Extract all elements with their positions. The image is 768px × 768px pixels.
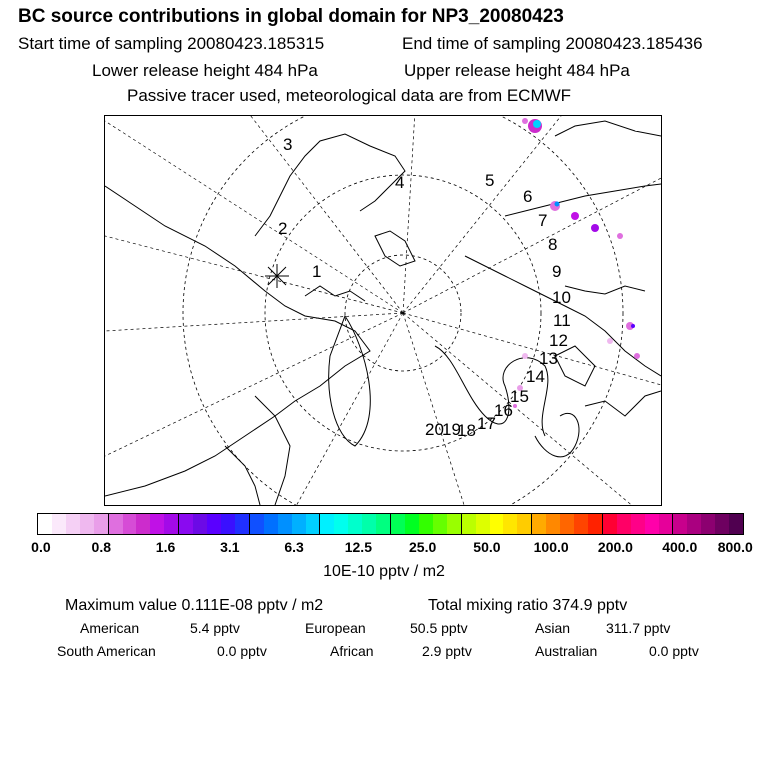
map-canvas bbox=[105, 116, 661, 505]
colorbar-swatch bbox=[490, 514, 504, 534]
colorbar-swatch bbox=[66, 514, 80, 534]
colorbar-swatch bbox=[476, 514, 490, 534]
traj-label-2: 2 bbox=[278, 219, 288, 238]
colorbar-swatch bbox=[80, 514, 94, 534]
lower-release-height: Lower release height 484 hPa bbox=[92, 61, 318, 80]
end-time: End time of sampling 20080423.185436 bbox=[402, 34, 703, 53]
colorbar-swatch bbox=[108, 514, 123, 534]
colorbar-swatch bbox=[94, 514, 108, 534]
colorbar-tick-label: 200.0 bbox=[597, 539, 633, 555]
colorbar-swatch bbox=[659, 514, 673, 534]
traj-label-6: 6 bbox=[523, 187, 533, 206]
colorbar-swatch bbox=[150, 514, 164, 534]
colorbar-swatch bbox=[588, 514, 602, 534]
colorbar-swatch bbox=[617, 514, 631, 534]
colorbar-swatch bbox=[123, 514, 137, 534]
plot-title: BC source contributions in global domain for NP3_20080423 bbox=[18, 6, 564, 27]
colorbar-swatch bbox=[319, 514, 334, 534]
traj-label-12: 12 bbox=[549, 331, 568, 350]
colorbar-swatch bbox=[687, 514, 701, 534]
colorbar-swatch bbox=[602, 514, 617, 534]
traj-label-9: 9 bbox=[552, 262, 562, 281]
european-label: European bbox=[305, 620, 366, 636]
total-mixing-ratio: Total mixing ratio 374.9 pptv bbox=[428, 597, 628, 614]
colorbar-tick-label: 800.0 bbox=[717, 539, 753, 555]
traj-label-5: 5 bbox=[485, 171, 495, 190]
colorbar-swatch bbox=[447, 514, 461, 534]
traj-label-11: 11 bbox=[553, 311, 571, 330]
colorbar-swatch bbox=[546, 514, 560, 534]
american-value: 5.4 pptv bbox=[190, 620, 240, 636]
colorbar-swatch bbox=[207, 514, 221, 534]
traj-label-18: 18 bbox=[457, 421, 476, 440]
colorbar-swatch bbox=[164, 514, 178, 534]
traj-label-7: 7 bbox=[538, 211, 548, 230]
traj-label-17: 17 bbox=[477, 414, 496, 433]
colorbar-swatch bbox=[531, 514, 546, 534]
colorbar-swatch bbox=[38, 514, 52, 534]
colorbar-swatch bbox=[221, 514, 235, 534]
south-american-value: 0.0 pptv bbox=[217, 643, 267, 659]
colorbar-swatch bbox=[292, 514, 306, 534]
traj-label-13: 13 bbox=[539, 349, 558, 368]
traj-label-15: 15 bbox=[510, 387, 529, 406]
traj-label-4: 4 bbox=[395, 173, 405, 192]
colorbar-swatch bbox=[390, 514, 405, 534]
colorbar-swatch bbox=[52, 514, 66, 534]
colorbar-swatch bbox=[348, 514, 362, 534]
colorbar-tick-label: 0.8 bbox=[91, 539, 111, 555]
african-label: African bbox=[330, 643, 374, 659]
colorbar-swatch bbox=[306, 514, 320, 534]
start-time: Start time of sampling 20080423.185315 bbox=[18, 34, 325, 53]
asian-label: Asian bbox=[535, 620, 571, 636]
colorbar-swatch bbox=[433, 514, 447, 534]
colorbar-tick-label: 1.6 bbox=[155, 539, 176, 555]
traj-label-3: 3 bbox=[283, 135, 293, 154]
american-label: American bbox=[80, 620, 140, 636]
asian-value: 311.7 pptv bbox=[606, 620, 671, 636]
star-cross-icon bbox=[265, 264, 289, 288]
colorbar-swatch bbox=[715, 514, 729, 534]
colorbar-swatch bbox=[645, 514, 659, 534]
colorbar-tick-label: 400.0 bbox=[662, 539, 698, 555]
traj-label-14: 14 bbox=[526, 367, 545, 386]
colorbar-swatch bbox=[136, 514, 150, 534]
australian-value: 0.0 pptv bbox=[649, 643, 699, 659]
colorbar-tick-label: 3.1 bbox=[220, 539, 240, 555]
polar-map bbox=[104, 115, 662, 506]
european-value: 50.5 pptv bbox=[410, 620, 468, 636]
colorbar-swatch bbox=[405, 514, 419, 534]
concentration-patches bbox=[513, 118, 640, 408]
colorbar-swatch bbox=[631, 514, 645, 534]
colorbar-swatch bbox=[278, 514, 292, 534]
colorbar-tick-label: 100.0 bbox=[533, 539, 569, 555]
colorbar-tick-labels bbox=[0, 539, 768, 557]
meridian-lines bbox=[105, 116, 661, 505]
colorbar-swatch bbox=[235, 514, 249, 534]
colorbar-swatch bbox=[517, 514, 531, 534]
colorbar-tick-label: 0.0 bbox=[31, 539, 51, 555]
colorbar-swatch bbox=[376, 514, 390, 534]
colorbar-swatch bbox=[729, 514, 743, 534]
colorbar bbox=[37, 513, 744, 535]
traj-label-10: 10 bbox=[552, 288, 571, 307]
colorbar-swatch bbox=[560, 514, 574, 534]
colorbar-tick-label: 12.5 bbox=[344, 539, 372, 555]
colorbar-tick-label: 6.3 bbox=[284, 539, 304, 555]
colorbar-swatch bbox=[419, 514, 433, 534]
tracer-note: Passive tracer used, meteorological data are from ECMWF bbox=[127, 86, 572, 105]
upper-release-height: Upper release height 484 hPa bbox=[404, 61, 630, 80]
traj-label-8: 8 bbox=[548, 235, 558, 254]
colorbar-swatch bbox=[178, 514, 193, 534]
max-value: Maximum value 0.111E-08 pptv / m2 bbox=[65, 597, 324, 614]
colorbar-swatch bbox=[264, 514, 278, 534]
colorbar-swatch bbox=[701, 514, 715, 534]
traj-label-19: 19 bbox=[442, 420, 461, 439]
colorbar-swatch bbox=[461, 514, 476, 534]
south-american-label: South American bbox=[57, 643, 156, 659]
colorbar-swatch bbox=[672, 514, 687, 534]
african-value: 2.9 pptv bbox=[422, 643, 472, 659]
traj-label-16: 16 bbox=[494, 401, 513, 420]
colorbar-swatch bbox=[503, 514, 517, 534]
australian-label: Australian bbox=[535, 643, 598, 659]
colorbar-tick-label: 50.0 bbox=[473, 539, 501, 555]
traj-label-1: 1 bbox=[312, 262, 322, 281]
colorbar-swatch bbox=[362, 514, 376, 534]
colorbar-swatch bbox=[193, 514, 207, 534]
colorbar-tick-label: 25.0 bbox=[409, 539, 437, 555]
colorbar-swatch bbox=[334, 514, 348, 534]
colorbar-swatch bbox=[249, 514, 264, 534]
traj-label-20: 20 bbox=[425, 420, 444, 439]
colorbar-units: 10E-10 pptv / m2 bbox=[323, 563, 445, 580]
colorbar-swatch bbox=[574, 514, 588, 534]
